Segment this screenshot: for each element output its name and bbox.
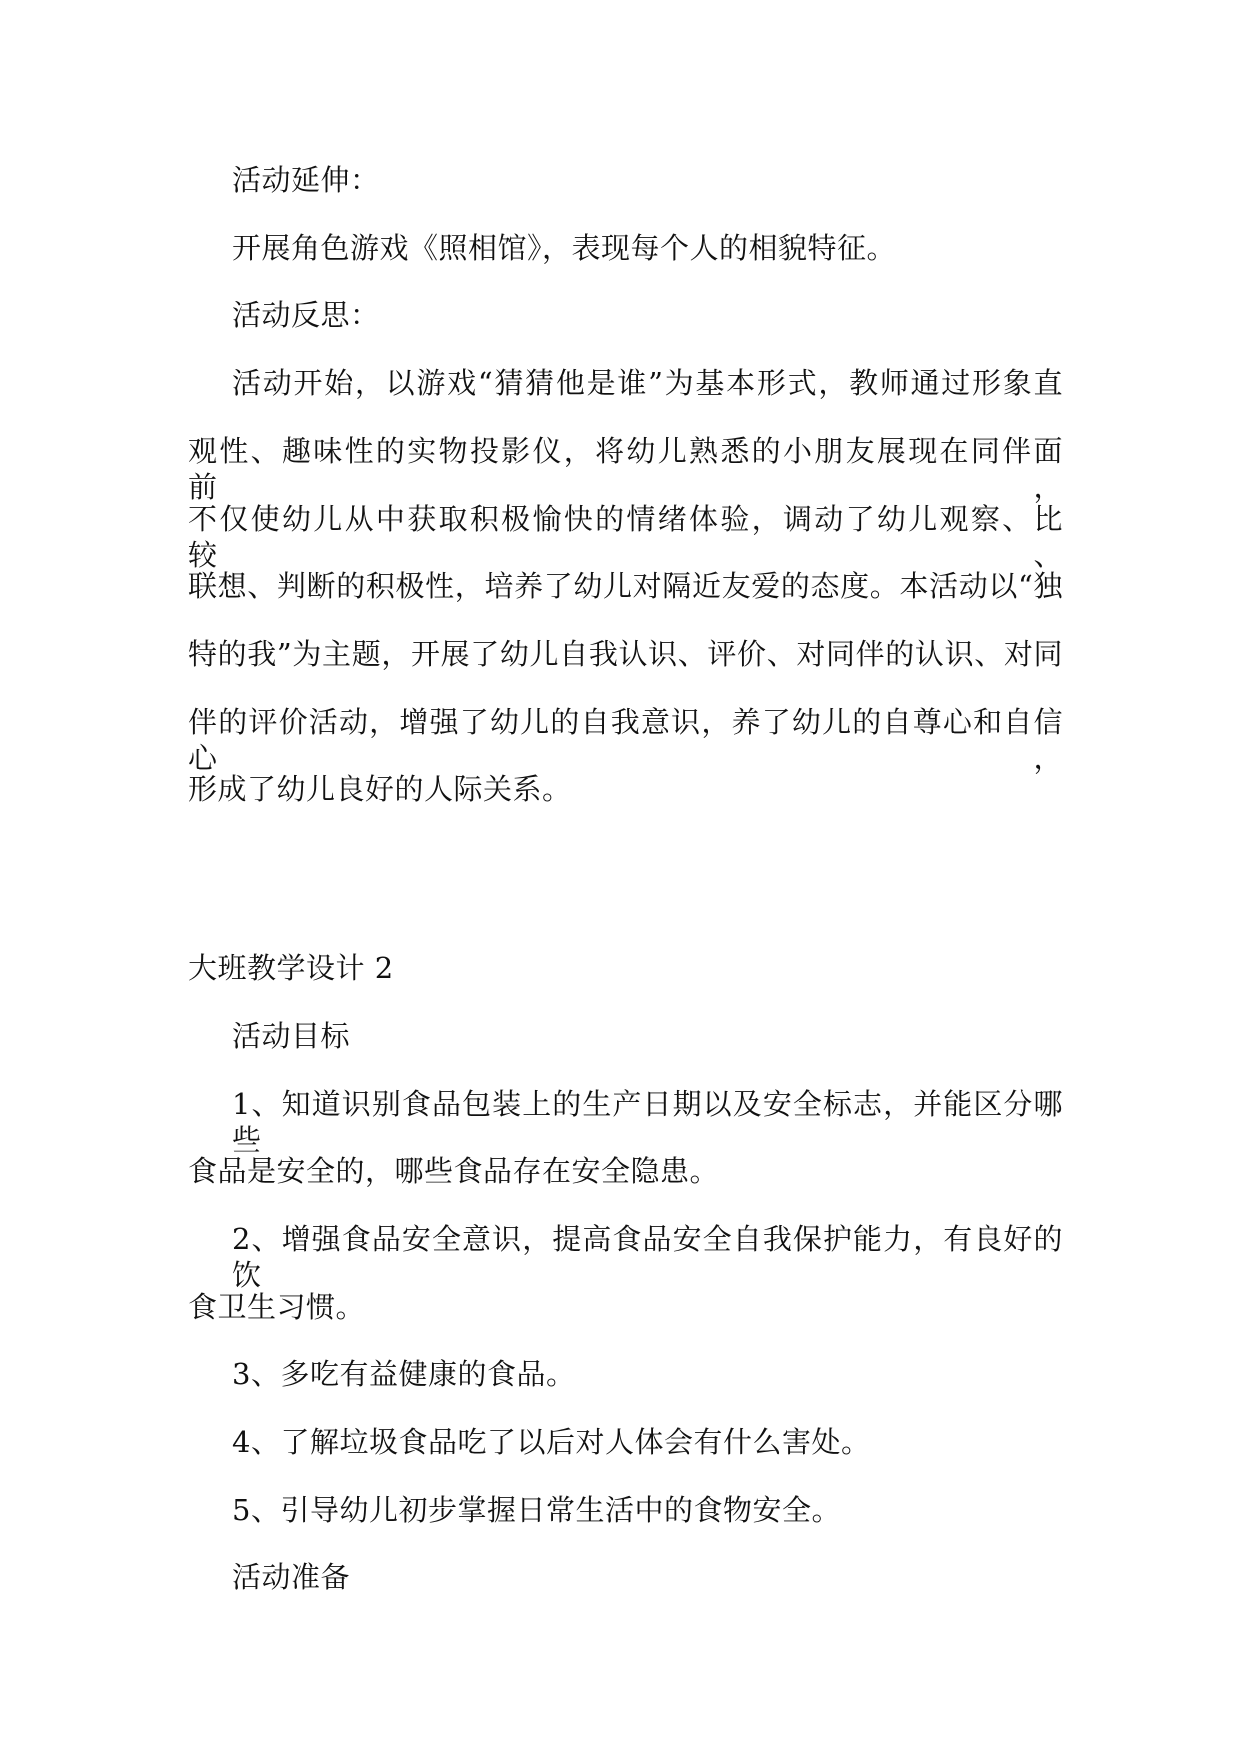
preparation-heading: 活动准备: [232, 1560, 351, 1594]
reflection-paragraph-line: 特的我”为主题，开展了幼儿自我认识、评价、对同伴的认识、对同: [188, 637, 1063, 671]
reflection-heading: 活动反思：: [232, 298, 380, 332]
goal-line: 食品是安全的，哪些食品存在安全隐患。: [188, 1154, 720, 1188]
goal-line: 食卫生习惯。: [188, 1290, 366, 1324]
reflection-paragraph-line: 伴的评价活动，增强了幼儿的自我意识，养了幼儿的自尊心和自信心，: [188, 705, 1063, 775]
goal-line: 3、多吃有益健康的食品。: [232, 1357, 576, 1391]
goal-line: 2、增强食品安全意识，提高食品安全自我保护能力，有良好的饮: [232, 1222, 1063, 1292]
goal-line: 5、引导幼儿初步掌握日常生活中的食物安全。: [232, 1493, 841, 1527]
reflection-paragraph-line: 观性、趣味性的实物投影仪，将幼儿熟悉的小朋友展现在同伴面前，: [188, 434, 1063, 504]
goal-line: 1、知道识别食品包装上的生产日期以及安全标志，并能区分哪些: [232, 1087, 1063, 1157]
reflection-paragraph-line: 不仅使幼儿从中获取积极愉快的情绪体验，调动了幼儿观察、比较、: [188, 502, 1063, 572]
reflection-paragraph-line: 联想、判断的积极性，培养了幼儿对隔近友爱的态度。本活动以“独: [188, 569, 1063, 603]
goal-line: 4、了解垃圾食品吃了以后对人体会有什么害处。: [232, 1425, 871, 1459]
extension-heading: 活动延伸：: [232, 163, 380, 197]
extension-text: 开展角色游戏《照相馆》，表现每个人的相貌特征。: [232, 231, 897, 265]
reflection-paragraph-line: 活动开始，以游戏“猜猜他是谁”为基本形式，教师通过形象直: [232, 366, 1063, 400]
reflection-paragraph-line: 形成了幼儿良好的人际关系。: [188, 772, 572, 806]
goals-heading: 活动目标: [232, 1019, 351, 1053]
section-title: 大班教学设计 2: [188, 951, 394, 985]
